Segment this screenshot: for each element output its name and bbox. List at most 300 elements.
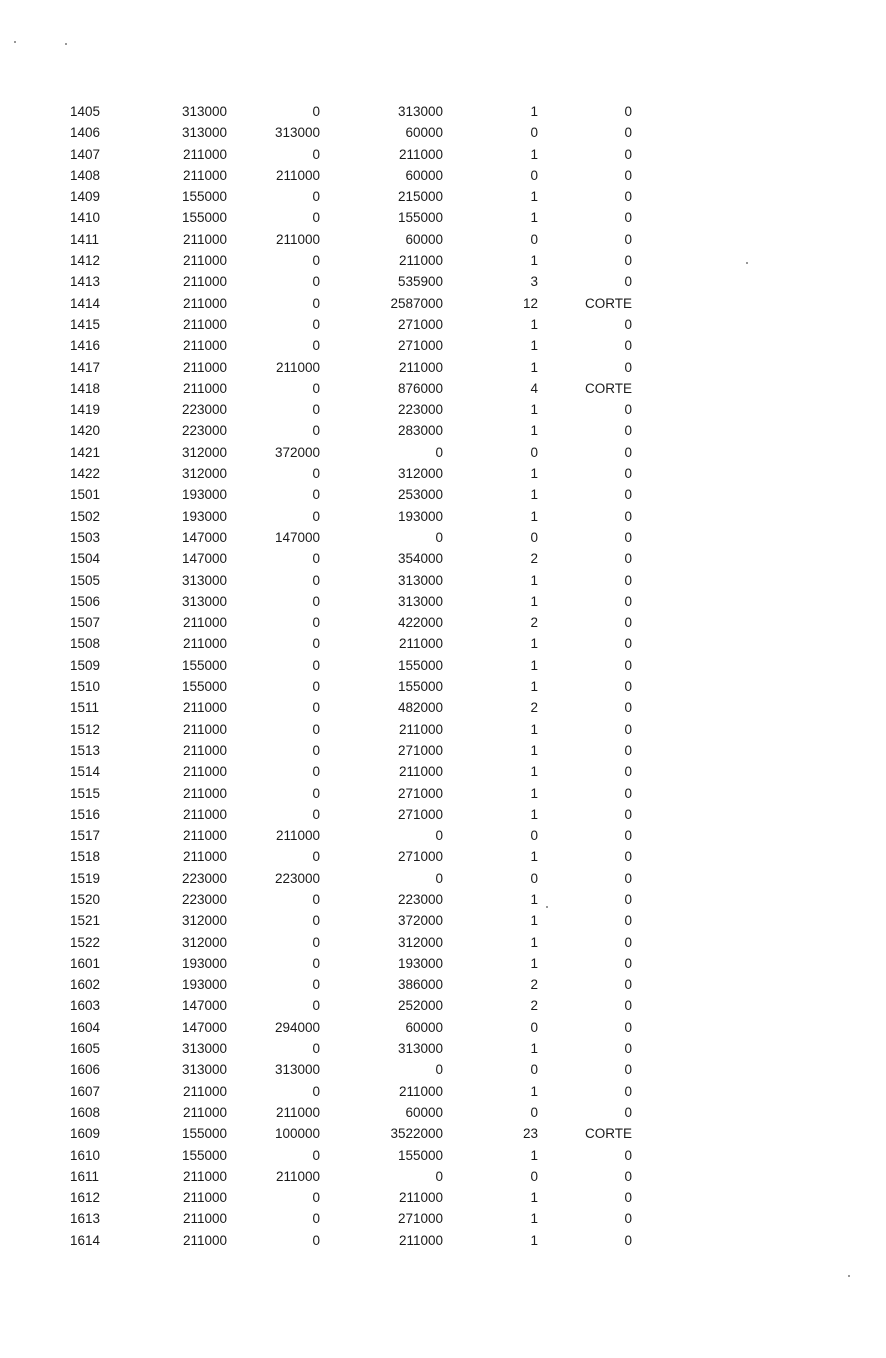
cell-amount-b: 0 — [312, 551, 320, 567]
cell-amount-c: 271000 — [397, 742, 443, 758]
cell-status: 0 — [624, 1019, 632, 1035]
table-row — [0, 655, 886, 676]
cell-amount-a: 211000 — [182, 146, 227, 162]
cell-unit: 1603 — [70, 998, 101, 1014]
cell-amount-c: 60000 — [405, 167, 443, 183]
cell-amount-b: 0 — [312, 657, 320, 673]
cell-amount-a: 313000 — [181, 1041, 227, 1057]
cell-amount-c: 271000 — [397, 785, 443, 801]
cell-count: 0 — [530, 870, 538, 886]
cell-unit: 1602 — [70, 977, 101, 993]
cell-unit: 1613 — [70, 1211, 101, 1227]
cell-amount-b: 0 — [312, 466, 320, 482]
table-row — [0, 1166, 886, 1187]
cell-unit: 1516 — [70, 806, 101, 822]
cell-amount-a: 313000 — [181, 593, 227, 609]
cell-status: 0 — [624, 338, 632, 354]
cell-status: 0 — [624, 1168, 632, 1184]
cell-status: 0 — [624, 1211, 632, 1227]
cell-amount-c: 193000 — [397, 955, 443, 971]
cell-amount-b: 372000 — [274, 444, 320, 460]
cell-amount-b: 0 — [312, 1190, 320, 1206]
table-row — [0, 165, 886, 186]
cell-unit: 1509 — [70, 657, 101, 673]
data-table — [0, 101, 886, 1251]
table-row — [0, 804, 886, 825]
cell-amount-a: 211000 — [182, 338, 227, 354]
cell-status: 0 — [624, 700, 632, 716]
cell-unit: 1422 — [70, 466, 101, 482]
cell-count: 1 — [530, 806, 538, 822]
cell-amount-b: 0 — [312, 891, 320, 907]
cell-count: 0 — [530, 444, 538, 460]
cell-amount-a: 193000 — [181, 487, 227, 503]
cell-amount-a: 147000 — [181, 1019, 227, 1035]
cell-unit: 1501 — [70, 487, 101, 503]
table-row — [0, 1059, 886, 1080]
cell-amount-c: 211000 — [398, 764, 443, 780]
cell-amount-c: 0 — [435, 1168, 443, 1184]
cell-amount-a: 211000 — [182, 1211, 227, 1227]
table-row — [0, 207, 886, 228]
cell-amount-c: 313000 — [397, 1041, 443, 1057]
cell-amount-c: 313000 — [397, 104, 443, 119]
cell-status: 0 — [624, 1041, 632, 1057]
cell-unit: 1406 — [70, 125, 101, 141]
cell-unit: 1518 — [70, 849, 101, 865]
cell-amount-c: 252000 — [397, 998, 443, 1014]
cell-unit: 1609 — [70, 1126, 101, 1142]
table-row — [0, 910, 886, 931]
cell-amount-b: 223000 — [274, 870, 320, 886]
cell-status: CORTE — [584, 380, 632, 396]
cell-status: 0 — [624, 316, 632, 332]
cell-amount-b: 100000 — [274, 1126, 320, 1142]
cell-unit: 1415 — [70, 316, 101, 332]
table-row — [0, 506, 886, 527]
cell-amount-c: 271000 — [397, 316, 443, 332]
cell-unit: 1513 — [70, 742, 101, 758]
cell-amount-c: 223000 — [397, 402, 443, 418]
table-row — [0, 889, 886, 910]
table-row — [0, 420, 886, 441]
cell-count: 2 — [530, 615, 538, 631]
table-row — [0, 144, 886, 165]
table-row — [0, 484, 886, 505]
cell-unit: 1405 — [70, 104, 101, 119]
cell-amount-b: 0 — [312, 274, 320, 290]
cell-amount-a: 147000 — [181, 998, 227, 1014]
cell-amount-b: 0 — [312, 1041, 320, 1057]
cell-count: 0 — [530, 1168, 538, 1184]
cell-amount-b: 211000 — [275, 828, 320, 844]
cell-status: 0 — [624, 615, 632, 631]
cell-status: 0 — [624, 785, 632, 801]
cell-amount-a: 312000 — [181, 444, 227, 460]
cell-unit: 1414 — [70, 295, 101, 311]
cell-amount-a: 211000 — [182, 636, 227, 652]
cell-unit: 1607 — [70, 1083, 101, 1099]
cell-unit: 1612 — [70, 1190, 101, 1206]
cell-status: 0 — [624, 189, 632, 205]
cell-status: 0 — [624, 167, 632, 183]
cell-count: 1 — [530, 316, 538, 332]
cell-amount-c: 223000 — [397, 891, 443, 907]
cell-amount-a: 223000 — [181, 891, 227, 907]
cell-amount-c: 211000 — [398, 253, 443, 269]
cell-status: 0 — [624, 977, 632, 993]
cell-status: 0 — [624, 891, 632, 907]
cell-amount-b: 211000 — [275, 231, 320, 247]
cell-status: 0 — [624, 849, 632, 865]
cell-status: 0 — [624, 806, 632, 822]
cell-count: 1 — [530, 593, 538, 609]
cell-amount-a: 211000 — [182, 1083, 227, 1099]
cell-count: 1 — [530, 679, 538, 695]
table-row — [0, 335, 886, 356]
cell-status: 0 — [624, 125, 632, 141]
cell-count: 2 — [530, 977, 538, 993]
cell-amount-b: 0 — [312, 508, 320, 524]
cell-amount-b: 0 — [312, 998, 320, 1014]
cell-amount-a: 211000 — [182, 828, 227, 844]
cell-amount-b: 0 — [312, 253, 320, 269]
cell-count: 12 — [522, 295, 538, 311]
cell-amount-b: 0 — [312, 1232, 320, 1248]
cell-count: 1 — [530, 785, 538, 801]
cell-unit: 1614 — [70, 1232, 101, 1248]
cell-status: 0 — [624, 104, 632, 119]
cell-status: 0 — [624, 423, 632, 439]
cell-amount-c: 211000 — [398, 1190, 443, 1206]
table-row — [0, 697, 886, 718]
table-row — [0, 378, 886, 399]
cell-count: 0 — [530, 529, 538, 545]
table-row — [0, 846, 886, 867]
table-row — [0, 825, 886, 846]
cell-count: 1 — [530, 146, 538, 162]
cell-amount-a: 193000 — [181, 955, 227, 971]
cell-amount-a: 223000 — [181, 402, 227, 418]
cell-unit: 1601 — [70, 955, 101, 971]
cell-count: 2 — [530, 551, 538, 567]
cell-unit: 1514 — [70, 764, 101, 780]
cell-amount-c: 271000 — [397, 806, 443, 822]
cell-unit: 1511 — [70, 700, 100, 716]
cell-amount-b: 313000 — [274, 125, 320, 141]
table-row — [0, 548, 886, 569]
cell-status: 0 — [624, 934, 632, 950]
cell-count: 1 — [530, 742, 538, 758]
table-row — [0, 1145, 886, 1166]
cell-amount-a: 211000 — [182, 700, 227, 716]
cell-count: 1 — [530, 891, 538, 907]
cell-count: 1 — [530, 253, 538, 269]
cell-count: 1 — [530, 104, 538, 119]
cell-amount-b: 0 — [312, 338, 320, 354]
cell-status: 0 — [624, 529, 632, 545]
cell-amount-c: 155000 — [397, 1147, 443, 1163]
cell-amount-b: 0 — [312, 593, 320, 609]
cell-status: 0 — [624, 870, 632, 886]
cell-amount-c: 283000 — [397, 423, 443, 439]
table-row — [0, 740, 886, 761]
table-row — [0, 932, 886, 953]
cell-amount-b: 0 — [312, 295, 320, 311]
cell-unit: 1503 — [70, 529, 101, 545]
cell-count: 1 — [530, 934, 538, 950]
cell-amount-c: 313000 — [397, 593, 443, 609]
cell-unit: 1420 — [70, 423, 101, 439]
scan-speck — [14, 41, 16, 43]
cell-status: 0 — [624, 679, 632, 695]
cell-amount-b: 0 — [312, 721, 320, 737]
table-row — [0, 1123, 886, 1144]
cell-unit: 1520 — [70, 891, 101, 907]
cell-amount-c: 0 — [435, 529, 443, 545]
cell-unit: 1408 — [70, 167, 101, 183]
cell-status: 0 — [624, 1104, 632, 1120]
cell-amount-b: 0 — [312, 1147, 320, 1163]
cell-amount-b: 0 — [312, 1083, 320, 1099]
table-row — [0, 357, 886, 378]
cell-unit: 1611 — [70, 1168, 100, 1184]
cell-unit: 1521 — [70, 913, 101, 929]
cell-amount-b: 313000 — [274, 1062, 320, 1078]
cell-count: 1 — [530, 508, 538, 524]
cell-amount-c: 876000 — [397, 380, 443, 396]
cell-count: 1 — [530, 657, 538, 673]
cell-amount-a: 211000 — [182, 1232, 227, 1248]
cell-amount-c: 60000 — [405, 1019, 443, 1035]
cell-amount-a: 312000 — [181, 466, 227, 482]
cell-count: 1 — [530, 359, 538, 375]
cell-status: 0 — [624, 1062, 632, 1078]
cell-amount-a: 211000 — [182, 253, 227, 269]
cell-amount-a: 155000 — [181, 210, 227, 226]
cell-amount-b: 0 — [312, 934, 320, 950]
cell-amount-c: 155000 — [397, 657, 443, 673]
cell-amount-c: 211000 — [398, 146, 443, 162]
cell-count: 0 — [530, 125, 538, 141]
cell-count: 1 — [530, 913, 538, 929]
cell-count: 1 — [530, 487, 538, 503]
cell-status: 0 — [624, 913, 632, 929]
cell-amount-b: 0 — [312, 742, 320, 758]
cell-amount-a: 211000 — [182, 316, 227, 332]
cell-amount-b: 0 — [312, 615, 320, 631]
table-row — [0, 783, 886, 804]
cell-unit: 1604 — [70, 1019, 101, 1035]
scan-speck — [65, 43, 67, 45]
cell-amount-c: 312000 — [397, 934, 443, 950]
cell-status: 0 — [624, 274, 632, 290]
cell-unit: 1517 — [70, 828, 101, 844]
cell-count: 23 — [522, 1126, 538, 1142]
cell-amount-c: 271000 — [397, 338, 443, 354]
cell-amount-c: 0 — [435, 444, 443, 460]
cell-amount-a: 313000 — [181, 125, 227, 141]
cell-count: 1 — [530, 1083, 538, 1099]
cell-amount-c: 372000 — [397, 913, 443, 929]
cell-unit: 1502 — [70, 508, 101, 524]
cell-count: 1 — [530, 466, 538, 482]
cell-amount-a: 313000 — [181, 104, 227, 119]
table-row — [0, 974, 886, 995]
cell-amount-b: 0 — [312, 955, 320, 971]
table-row — [0, 1208, 886, 1229]
cell-amount-a: 193000 — [181, 508, 227, 524]
cell-amount-c: 482000 — [397, 700, 443, 716]
cell-count: 1 — [530, 636, 538, 652]
cell-amount-a: 313000 — [181, 1062, 227, 1078]
cell-amount-b: 0 — [312, 849, 320, 865]
cell-amount-a: 223000 — [181, 870, 227, 886]
cell-count: 0 — [530, 1019, 538, 1035]
cell-unit: 1413 — [70, 274, 101, 290]
cell-count: 1 — [530, 338, 538, 354]
cell-unit: 1421 — [70, 444, 101, 460]
cell-count: 1 — [530, 210, 538, 226]
table-row — [0, 1017, 886, 1038]
cell-amount-b: 211000 — [275, 1104, 320, 1120]
cell-amount-c: 211000 — [398, 1232, 443, 1248]
cell-amount-a: 155000 — [181, 189, 227, 205]
cell-amount-a: 155000 — [181, 657, 227, 673]
cell-status: 0 — [624, 657, 632, 673]
cell-status: 0 — [624, 828, 632, 844]
cell-count: 0 — [530, 1062, 538, 1078]
cell-status: 0 — [624, 487, 632, 503]
table-row — [0, 101, 886, 122]
cell-amount-c: 60000 — [405, 231, 443, 247]
cell-unit: 1507 — [70, 615, 101, 631]
table-row — [0, 1187, 886, 1208]
cell-unit: 1506 — [70, 593, 101, 609]
cell-status: 0 — [624, 742, 632, 758]
cell-count: 0 — [530, 231, 538, 247]
cell-count: 0 — [530, 1104, 538, 1120]
cell-count: 0 — [530, 828, 538, 844]
cell-amount-a: 211000 — [182, 359, 227, 375]
cell-count: 1 — [530, 402, 538, 418]
cell-unit: 1417 — [70, 359, 101, 375]
cell-amount-a: 211000 — [182, 1104, 227, 1120]
table-row — [0, 1038, 886, 1059]
cell-unit: 1610 — [70, 1147, 101, 1163]
cell-amount-b: 0 — [312, 423, 320, 439]
cell-amount-b: 0 — [312, 913, 320, 929]
cell-amount-c: 0 — [435, 828, 443, 844]
table-row — [0, 570, 886, 591]
cell-amount-a: 155000 — [181, 679, 227, 695]
cell-amount-c: 193000 — [397, 508, 443, 524]
cell-unit: 1605 — [70, 1041, 101, 1057]
table-row — [0, 463, 886, 484]
cell-count: 1 — [530, 1147, 538, 1163]
table-row — [0, 250, 886, 271]
table-row — [0, 1102, 886, 1123]
cell-amount-c: 60000 — [405, 125, 443, 141]
cell-amount-c: 422000 — [397, 615, 443, 631]
cell-amount-b: 0 — [312, 764, 320, 780]
cell-unit: 1510 — [70, 679, 101, 695]
cell-amount-a: 211000 — [182, 742, 227, 758]
cell-amount-c: 535900 — [397, 274, 443, 290]
cell-amount-c: 0 — [435, 870, 443, 886]
table-row — [0, 761, 886, 782]
cell-amount-b: 211000 — [275, 359, 320, 375]
cell-amount-a: 312000 — [181, 913, 227, 929]
cell-status: 0 — [624, 551, 632, 567]
cell-unit: 1416 — [70, 338, 101, 354]
cell-amount-a: 155000 — [181, 1147, 227, 1163]
cell-status: 0 — [624, 764, 632, 780]
cell-amount-a: 147000 — [181, 551, 227, 567]
cell-status: 0 — [624, 636, 632, 652]
cell-unit: 1419 — [70, 402, 101, 418]
cell-amount-a: 211000 — [182, 615, 227, 631]
cell-count: 2 — [530, 700, 538, 716]
cell-status: 0 — [624, 466, 632, 482]
cell-status: 0 — [624, 402, 632, 418]
cell-status: 0 — [624, 1083, 632, 1099]
cell-status: 0 — [624, 146, 632, 162]
cell-status: 0 — [624, 1232, 632, 1248]
cell-count: 1 — [530, 423, 538, 439]
cell-status: 0 — [624, 572, 632, 588]
table-row — [0, 122, 886, 143]
cell-unit: 1407 — [70, 146, 101, 162]
scan-speck — [848, 1275, 850, 1277]
cell-amount-a: 312000 — [181, 934, 227, 950]
cell-amount-b: 0 — [312, 380, 320, 396]
cell-count: 1 — [530, 189, 538, 205]
cell-count: 3 — [530, 274, 538, 290]
cell-amount-b: 0 — [312, 146, 320, 162]
table-row — [0, 633, 886, 654]
cell-status: CORTE — [584, 1126, 632, 1142]
cell-unit: 1512 — [70, 721, 101, 737]
cell-amount-b: 0 — [312, 700, 320, 716]
cell-status: 0 — [624, 998, 632, 1014]
cell-amount-c: 211000 — [398, 636, 443, 652]
cell-amount-b: 294000 — [274, 1019, 320, 1035]
table-row — [0, 1081, 886, 1102]
cell-amount-a: 147000 — [181, 529, 227, 545]
cell-status: 0 — [624, 1147, 632, 1163]
cell-amount-a: 211000 — [182, 1168, 227, 1184]
cell-amount-a: 211000 — [182, 806, 227, 822]
cell-amount-c: 253000 — [397, 487, 443, 503]
table-row — [0, 527, 886, 548]
table-row — [0, 591, 886, 612]
cell-unit: 1410 — [70, 210, 101, 226]
cell-unit: 1508 — [70, 636, 101, 652]
cell-count: 1 — [530, 955, 538, 971]
cell-status: 0 — [624, 955, 632, 971]
table-row — [0, 868, 886, 889]
cell-amount-b: 0 — [312, 977, 320, 993]
cell-amount-c: 3522000 — [390, 1126, 443, 1142]
table-row — [0, 995, 886, 1016]
cell-unit: 1505 — [70, 572, 101, 588]
table-row — [0, 399, 886, 420]
cell-amount-b: 0 — [312, 679, 320, 695]
cell-amount-c: 215000 — [397, 189, 443, 205]
cell-unit: 1411 — [70, 231, 100, 247]
cell-count: 1 — [530, 1232, 538, 1248]
